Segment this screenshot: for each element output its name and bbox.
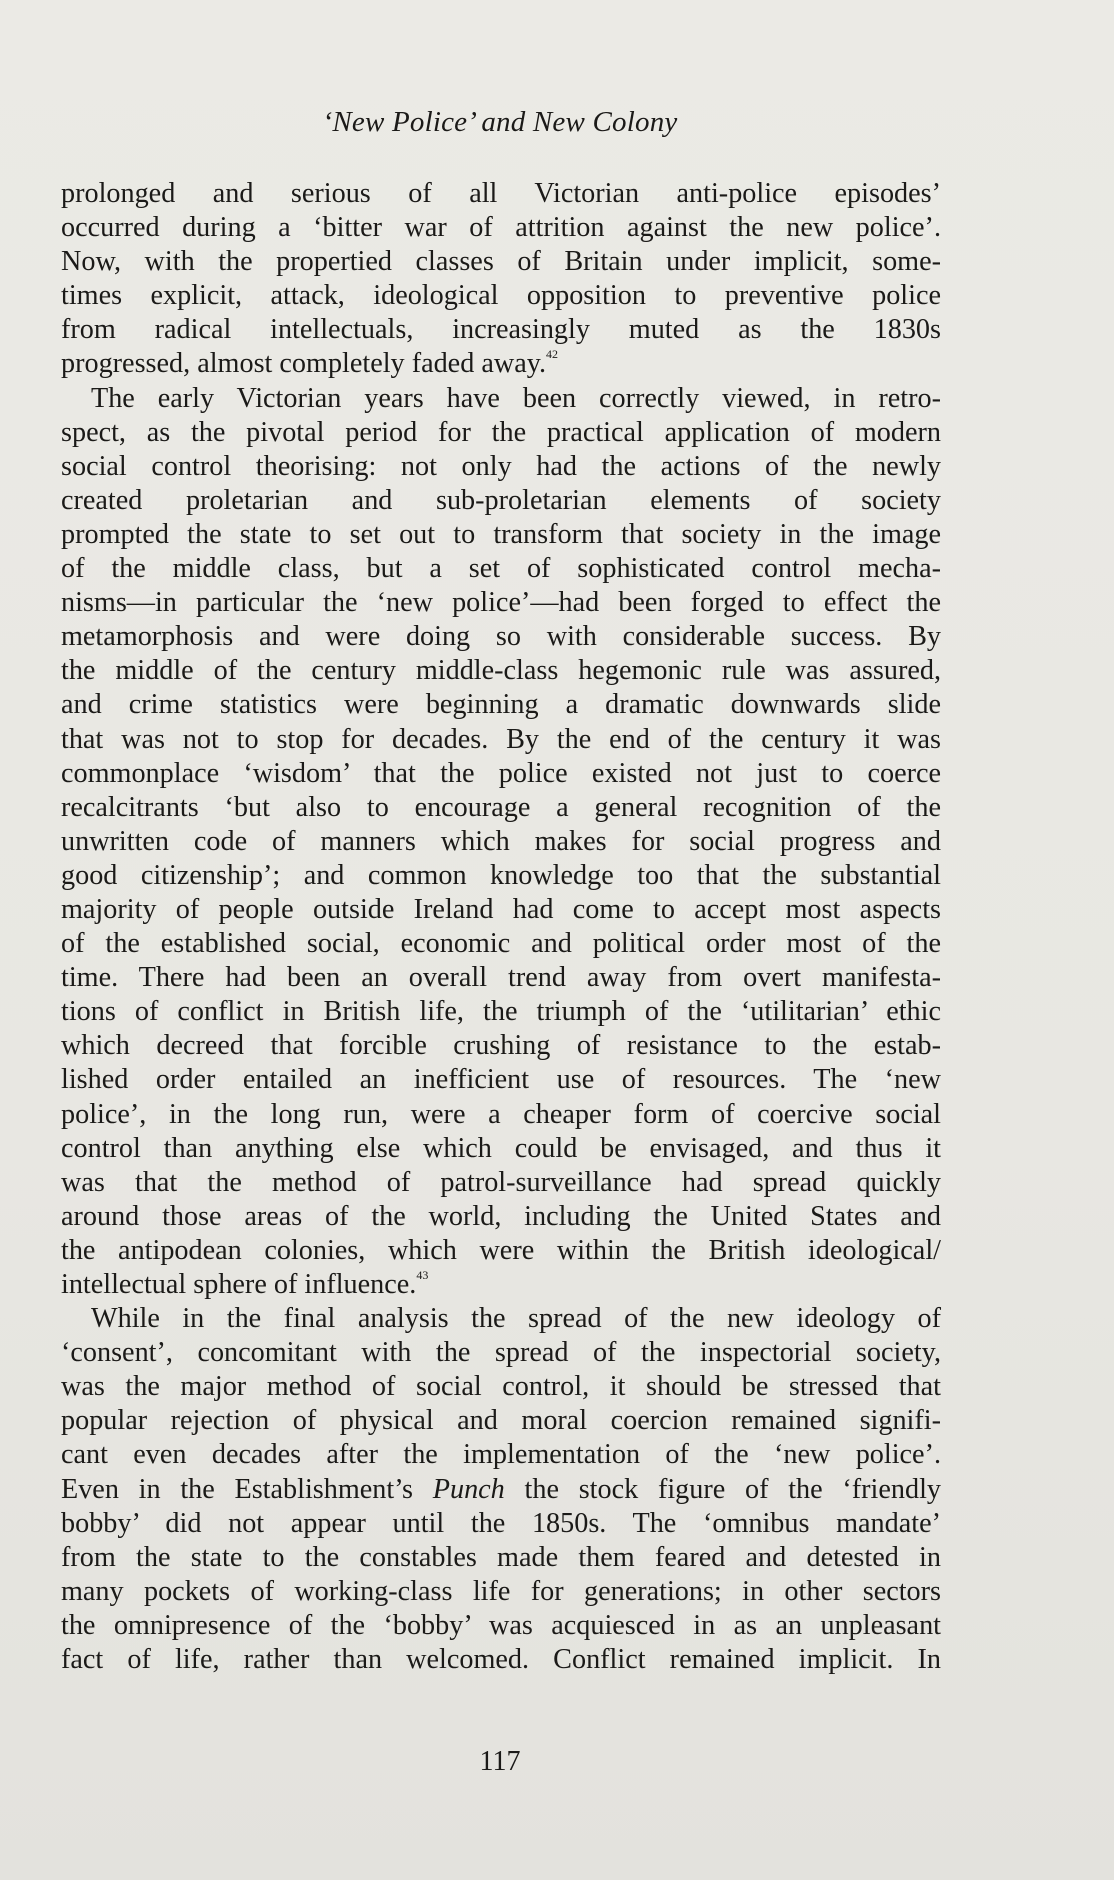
- text-line-content: intellectual sphere of influence.: [61, 1269, 417, 1300]
- text-line: Now, with the propertied classes of Britain under implicit, some-: [61, 246, 941, 278]
- text-line: created proletarian and sub-proletarian elements of society: [61, 484, 941, 516]
- text-line: occurred during a ‘bitter war of attrition against the new police’.: [61, 212, 941, 244]
- text-line: the middle of the century middle-class hegemonic rule was assured,: [61, 655, 941, 687]
- text-line: prompted the state to set out to transform that society in the image: [61, 518, 941, 550]
- text-line: recalcitrants ‘but also to encourage a general recognition of the: [61, 791, 941, 823]
- text-line: cant even decades after the implementation of the ‘new police’.: [61, 1439, 941, 1471]
- text-line: and crime statistics were beginning a dramatic downwards slide: [61, 689, 941, 721]
- text-line: good citizenship’; and common knowledge too that the substantial: [61, 859, 941, 891]
- italic-title-punch: Punch: [432, 1473, 505, 1505]
- text-line-content: progressed, almost completely faded away.: [61, 348, 547, 380]
- text-line-content: the stock figure of the ‘friendly: [524, 1473, 942, 1505]
- footnote-marker: 43: [416, 1268, 429, 1282]
- page-number: 117: [479, 1746, 521, 1777]
- running-head: ‘New Police’ and New Colony: [322, 106, 678, 138]
- text-line: bobby’ did not appear until the 1850s. The ‘omnibus mandate’: [61, 1507, 941, 1539]
- text-line: from the state to the constables made them feared and detested in: [61, 1541, 941, 1573]
- text-line: around those areas of the world, including the United States and: [61, 1200, 941, 1232]
- paragraph-2: [61, 382, 941, 1303]
- text-line: spect, as the pivotal period for the practical application of modern: [61, 416, 941, 448]
- text-line: control than anything else which could be envisaged, and thus it: [61, 1132, 941, 1164]
- text-line: majority of people outside Ireland had come to accept most aspects: [61, 893, 941, 925]
- text-line: police’, in the long run, were a cheaper form of coercive social: [61, 1098, 941, 1130]
- text-line: the antipodean colonies, which were within the British ideological/: [61, 1234, 941, 1266]
- text-line: unwritten code of manners which makes for social progress and: [61, 825, 941, 857]
- text-line: ‘consent’, concomitant with the spread of the inspectorial society,: [61, 1337, 941, 1369]
- text-line: of the established social, economic and political order most of the: [61, 928, 941, 960]
- footnote-marker: 42: [546, 347, 559, 362]
- text-line: [61, 1268, 941, 1302]
- text-line: that was not to stop for decades. By the end of the century it was: [61, 723, 941, 755]
- text-line: [61, 347, 941, 381]
- text-line: was the major method of social control, it should be stressed that: [61, 1371, 941, 1403]
- text-line: which decreed that forcible crushing of resistance to the estab-: [61, 1030, 941, 1062]
- text-line: social control theorising: not only had the actions of the newly: [61, 450, 941, 482]
- text-line: fact of life, rather than welcomed. Conflict remained implicit. In: [61, 1644, 941, 1676]
- text-line: times explicit, attack, ideological opposition to preventive police: [61, 280, 941, 312]
- text-line: time. There had been an overall trend away from overt manifesta-: [61, 962, 941, 994]
- paragraph-1: [61, 177, 941, 382]
- paragraph-3: [61, 1302, 941, 1677]
- text-line: lished order entailed an inefficient use of resources. The ‘new: [61, 1064, 941, 1096]
- text-line: many pockets of working-class life for generations; in other sectors: [61, 1575, 941, 1607]
- text-line: commonplace ‘wisdom’ that the police existed not just to coerce: [61, 757, 941, 789]
- text-line: prolonged and serious of all Victorian anti-police episodes’: [61, 178, 941, 209]
- text-line: While in the final analysis the spread of the new ideology of: [91, 1303, 941, 1335]
- text-line-content: Even in the Establishment’s: [61, 1473, 414, 1505]
- text-line: from radical intellectuals, increasingly muted as the 1830s: [61, 314, 941, 346]
- text-line: tions of conflict in British life, the triumph of the ‘utilitarian’ ethic: [61, 996, 941, 1028]
- text-line: the omnipresence of the ‘bobby’ was acquiesced in as an unpleasant: [61, 1609, 941, 1641]
- text-line-with-italic: [61, 1473, 941, 1507]
- text-line: The early Victorian years have been correctly viewed, in retro-: [91, 382, 941, 414]
- text-line: of the middle class, but a set of sophisticated control mecha-: [61, 553, 941, 585]
- text-line: popular rejection of physical and moral coercion remained signifi-: [61, 1405, 941, 1437]
- body-text: [61, 177, 941, 1677]
- text-line: nisms—in particular the ‘new police’—had been forged to effect the: [61, 587, 941, 619]
- text-line: was that the method of patrol-surveillance had spread quickly: [61, 1166, 941, 1198]
- text-line: metamorphosis and were doing so with considerable success. By: [61, 621, 941, 653]
